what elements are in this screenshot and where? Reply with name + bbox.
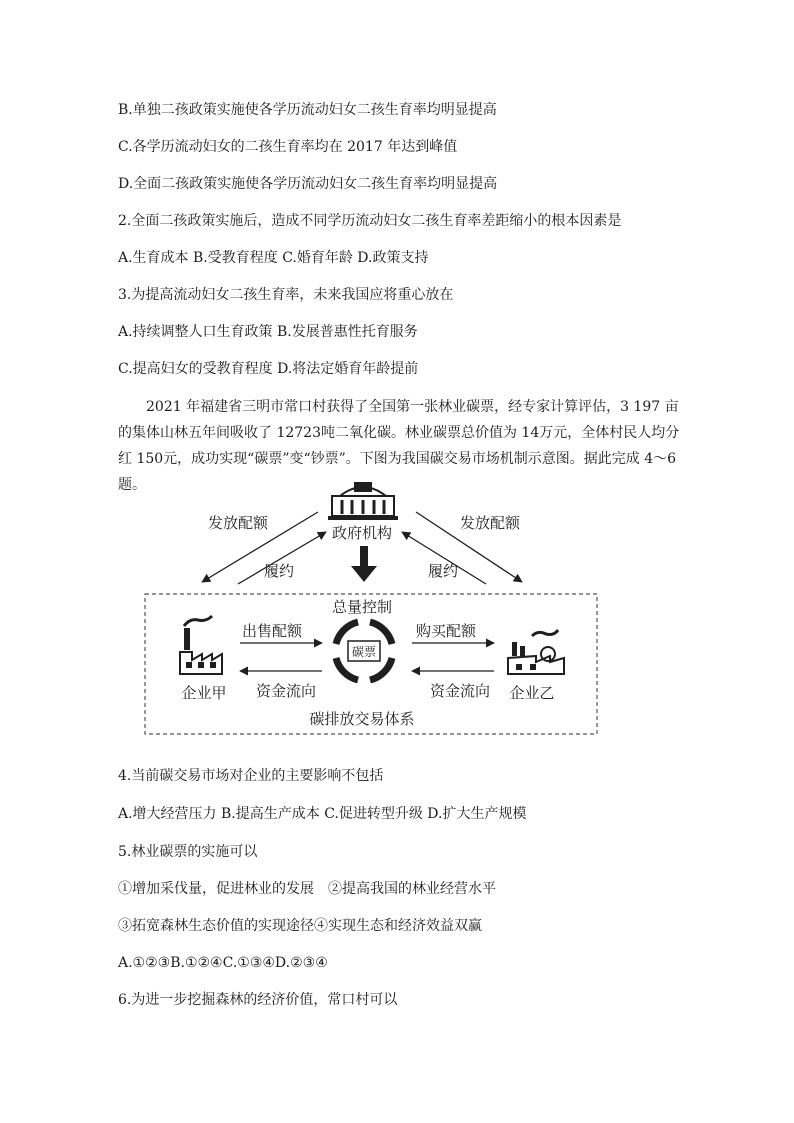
question-3: 3.为提高流动妇女二孩生育率，未来我国应将重心放在 [118, 287, 454, 303]
government-label: 政府机构 [331, 524, 393, 542]
center-label: 碳票 [351, 645, 377, 659]
enterprise-a-label: 企业甲 [181, 684, 227, 702]
enterprise-b-label: 企业乙 [509, 684, 555, 702]
q1-option-d: D.全面二孩政策实施使各学历流动妇女二孩生育率均明显提高 [118, 176, 498, 192]
sell-quota-label: 出售配额 [242, 622, 303, 640]
question-5-statements-2: ③拓宽森林生态价值的实现途径④实现生态和经济效益双赢 [118, 918, 482, 934]
trading-system-label: 碳排放交易体系 [309, 710, 415, 728]
allocate-right-label: 发放配额 [460, 514, 521, 532]
question-3-options-cd: C.提高妇女的受教育程度 D.将法定婚育年龄提前 [118, 361, 419, 377]
question-2: 2.全面二孩政策实施后，造成不同学历流动妇女二孩生育率差距缩小的根本因素是 [118, 213, 622, 229]
allocate-left-label: 发放配额 [208, 514, 269, 532]
q1-option-b: B.单独二孩政策实施使各学历流动妇女二孩生育率均明显提高 [118, 102, 497, 118]
comply-left-label: 履约 [264, 562, 295, 580]
carbon-market-diagram [140, 476, 602, 738]
question-3-options-ab: A.持续调整人口生育政策 B.发展普惠性托育服务 [118, 324, 418, 340]
question-4: 4.当前碳交易市场对企业的主要影响不包括 [118, 768, 384, 784]
question-5-options: A.①②③B.①②④C.①③④D.②③④ [118, 955, 328, 971]
comply-right-label: 履约 [428, 562, 459, 580]
factory-a-icon [180, 616, 222, 674]
factory-b-icon [508, 630, 564, 674]
passage: 2021 年福建省三明市常口村获得了全国第一张林业碳票，经专家计算评估，3 197 亩的集体山林五年间吸收了 12723吨二氧化碳。林业碳票总价值为 14万元，全体村民人均分红 150元，成功实现“碳票”变“钞票”。下图为我国碳交易市场机制示意图。据此完成 4～6 题。 [118, 399, 680, 493]
question-4-options: A.增大经营压力 B.提高生产成本 C.促进转型升级 D.扩大生产规模 [118, 806, 527, 822]
buy-quota-label: 购买配额 [416, 622, 477, 640]
total-control-label: 总量控制 [331, 598, 393, 616]
fund-flow-left-label: 资金流向 [256, 682, 317, 700]
question-2-options: A.生育成本 B.受教育程度 C.婚育年龄 D.政策支持 [118, 250, 429, 266]
question-5-statements-1: ①增加采伐量，促进林业的发展 ②提高我国的林业经营水平 [118, 881, 496, 897]
government-building-icon [328, 482, 398, 520]
q1-option-c: C.各学历流动妇女的二孩生育率均在 2017 年达到峰值 [118, 139, 458, 155]
question-5: 5.林业碳票的实施可以 [118, 844, 258, 860]
fund-flow-right-label: 资金流向 [430, 682, 491, 700]
question-6: 6.为进一步挖掘森林的经济价值，常口村可以 [118, 992, 398, 1008]
down-arrow-icon [351, 546, 377, 582]
